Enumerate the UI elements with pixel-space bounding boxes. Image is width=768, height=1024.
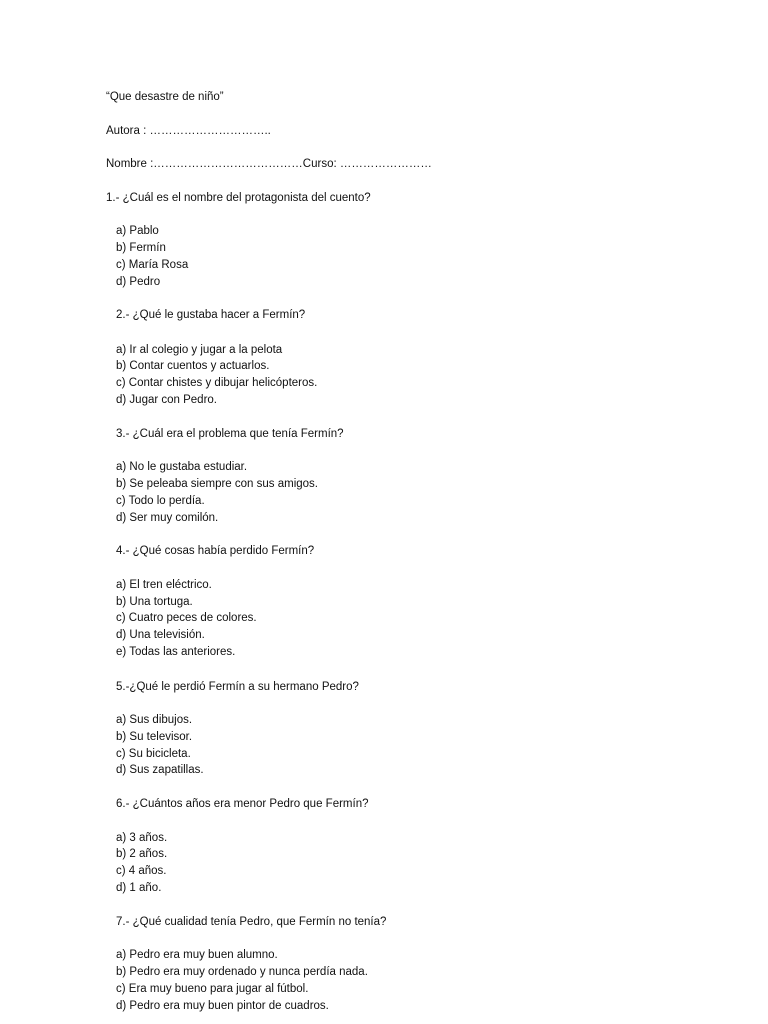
question-6-prompt: 6.- ¿Cuántos años era menor Pedro que Fermín? <box>116 798 369 810</box>
question-5-prompt: 5.-¿Qué le perdió Fermín a su hermano Pedro? <box>116 681 359 693</box>
question-2-option: b) Contar cuentos y actuarlos. <box>116 360 270 372</box>
question-1-option: d) Pedro <box>116 276 161 288</box>
question-4-option: b) Una tortuga. <box>116 596 193 608</box>
question-4-option: c) Cuatro peces de colores. <box>116 612 257 624</box>
question-3-option: b) Se peleaba siempre con sus amigos. <box>116 478 318 490</box>
question-3-option: c) Todo lo perdía. <box>116 495 205 507</box>
question-2-option: d) Jugar con Pedro. <box>116 394 218 406</box>
question-6-option: a) 3 años. <box>116 832 168 844</box>
question-1-prompt: 1.- ¿Cuál es el nombre del protagonista del cuento? <box>106 192 371 204</box>
document-title: “Que desastre de niño” <box>106 91 224 103</box>
question-2-prompt: 2.- ¿Qué le gustaba hacer a Fermín? <box>116 309 306 321</box>
question-2-option: c) Contar chistes y dibujar helicópteros. <box>116 377 318 389</box>
question-1-option: a) Pablo <box>116 225 159 237</box>
question-4-option: e) Todas las anteriores. <box>116 646 236 658</box>
question-3-option: a) No le gustaba estudiar. <box>116 461 248 473</box>
question-7-prompt: 7.- ¿Qué cualidad tenía Pedro, que Fermín no tenía? <box>116 916 387 928</box>
question-1-option: b) Fermín <box>116 242 166 254</box>
question-2-option: a) Ir al colegio y jugar a la pelota <box>116 344 283 356</box>
question-3-prompt: 3.- ¿Cuál era el problema que tenía Fermín? <box>116 428 344 440</box>
author-line: Autora : ………………………….. <box>106 125 271 137</box>
question-1-option: c) María Rosa <box>116 259 189 271</box>
question-5-option: c) Su bicicleta. <box>116 748 191 760</box>
name-course-line: Nombre :…………………………………Curso: …………………… <box>106 158 432 170</box>
question-7-option: b) Pedro era muy ordenado y nunca perdía nada. <box>116 966 368 978</box>
question-6-option: c) 4 años. <box>116 865 167 877</box>
question-7-option: a) Pedro era muy buen alumno. <box>116 949 278 961</box>
question-5-option: a) Sus dibujos. <box>116 714 193 726</box>
question-4-prompt: 4.- ¿Qué cosas había perdido Fermín? <box>116 545 315 557</box>
question-3-option: d) Ser muy comilón. <box>116 512 219 524</box>
question-6-option: b) 2 años. <box>116 848 168 860</box>
question-6-option: d) 1 año. <box>116 882 162 894</box>
question-5-option: b) Su televisor. <box>116 731 193 743</box>
question-4-option: a) El tren eléctrico. <box>116 579 212 591</box>
question-4-option: d) Una televisión. <box>116 629 205 641</box>
question-7-option: d) Pedro era muy buen pintor de cuadros. <box>116 1000 329 1012</box>
question-5-option: d) Sus zapatillas. <box>116 764 204 776</box>
question-7-option: c) Era muy bueno para jugar al fútbol. <box>116 983 309 995</box>
